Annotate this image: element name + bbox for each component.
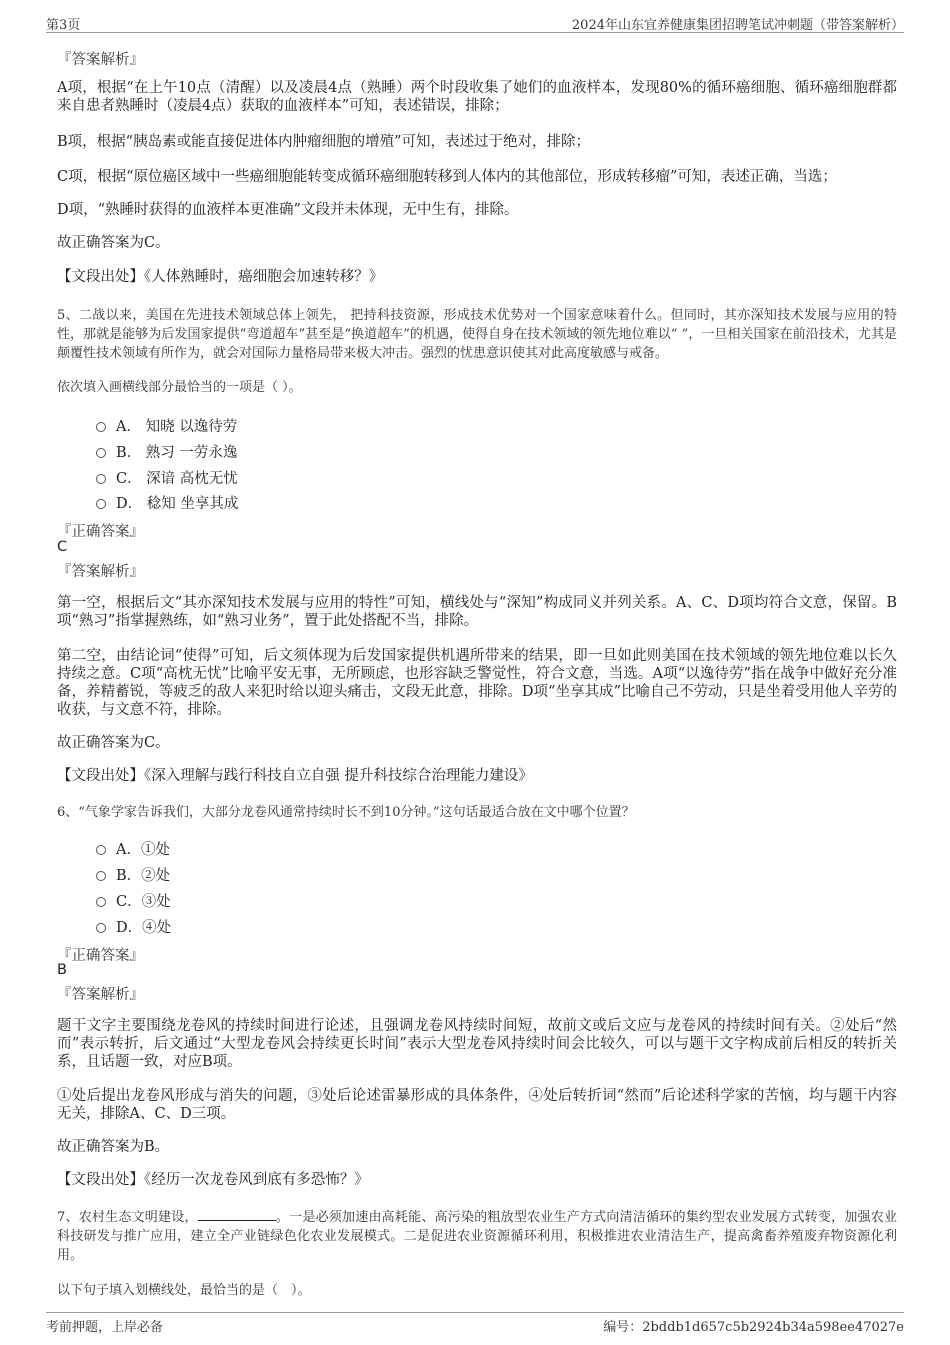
q5-analysis-label: 『答案解析』 [57,564,144,580]
radio-icon[interactable] [96,923,106,933]
q4-analysis-para: B项，根据“胰岛素或能直接促进体内肿瘤细胞的增殖”可知，表述过于绝对，排除； [57,134,590,150]
q5-source: 【文段出处】《深入理解与践行科技自立自强 提升科技综合治理能力建设》 [57,768,533,784]
q6-answer: B [57,962,67,978]
q5-analysis-para: 第二空，由结论词“使得”可知，后文须体现为后发国家提供机遇所带来的结果，即一旦如此则美国在技术领域的领先地位难以长久持续之意。C项“高枕无忧”比喻平安无事，无所顾虑，也形容缺乏警觉性，符合文意，当选。A项“以逸待劳”指在战争中做好充分准备，养精蓄锐，等疲乏的敌人来犯时给以迎头痛击，文段无此意，排除。D项“坐享其成”比喻自己不劳动，只是坐着受用他人辛劳的收获，与文意不符，排除。 [57,648,897,718]
answer-blank [198,1208,276,1221]
radio-icon[interactable] [96,845,106,855]
q6-analysis-para: 题干文字主要围绕龙卷风的持续时间进行论述，且强调龙卷风持续时间短，故前文或后文应与龙卷风的持续时间有关。②处后“然而”表示转折，后文通过“大型龙卷风会持续更长时间”表示大型龙卷风持续时间会比较久，可以与题干文字构成前后相反的转折关系，且话题一致，对应B项。 [57,1018,897,1070]
q5-option-a[interactable]: A． 知晓 以逸待劳 [96,415,237,436]
radio-icon[interactable] [96,871,106,881]
q5-correct-label: 『正确答案』 [57,524,144,540]
q5-option-b[interactable]: B． 熟习 一劳永逸 [96,441,237,462]
q5-conclusion: 故正确答案为C。 [57,735,170,751]
document-title: 2024年山东宜养健康集团招聘笔试冲刺题（带答案解析） [571,18,904,33]
page-header [46,12,904,33]
q5-analysis-para: 第一空，根据后文“其亦深知技术发展与应用的特性”可知，横线处与“深知”构成同义并列关系。A、C、D项均符合文意，保留。B项“熟习”指掌握熟练，如“熟习业务”，置于此处搭配不当，排除。 [57,595,897,629]
radio-icon[interactable] [96,897,106,907]
q4-analysis-label: 『答案解析』 [57,52,144,68]
q6-conclusion: 故正确答案为B。 [57,1139,170,1155]
q7-prompt: 以下句子填入划横线处，最恰当的是（ ）。 [57,1283,311,1298]
q6-option-d[interactable]: D．④处 [96,916,171,937]
q5-stem: 5、二战以来，美国在先进技术领域总体上领先， 把持科技资源，形成技术优势对一个国家意味着什么。但同时，其亦深知技术发展与应用的特性，那就是能够为后发国家提供“弯道超车”甚至是“换道超车”的机遇，使得自身在技术领域的领先地位难以“ ”，一旦相关国家在前沿技术，尤其是颠覆性技术领域有所作为，就会对国际力量格局带来极大冲击。强烈的忧患意识使其对此高度敏感与戒备。 [57,308,897,361]
q4-analysis-para: D项，“熟睡时获得的血液样本更准确”文段并未体现，无中生有，排除。 [57,202,519,218]
q6-correct-label: 『正确答案』 [57,948,144,964]
q4-analysis-para: A项，根据“在上午10点（清醒）以及凌晨4点（熟睡）两个时段收集了她们的血液样本，发现80%的循环癌细胞、循环癌细胞群都来自患者熟睡时（凌晨4点）获取的血液样本”可知，表述错误，排除； [57,80,897,114]
q6-stem: 6、“气象学家告诉我们，大部分龙卷风通常持续时长不到10分钟。”这句话最适合放在文中哪个位置？ [57,805,635,820]
q6-source: 【文段出处】《经历一次龙卷风到底有多恐怖？》 [57,1172,369,1188]
q4-source: 【文段出处】《人体熟睡时，癌细胞会加速转移？》 [57,269,384,285]
q7-stem: 7、农村生态文明建设， 。一是必须加速由高耗能、高污染的粗放型农业生产方式向清洁循环的集约型农业发展方式转变，加强农业科技研发与推广应用，建立全产业链绿色化农业发展模式。二是促进农业资源循环利用，积极推进农业清洁生产，提高禽畜养殖废弃物资源化利用。 [57,1210,897,1263]
footer-slogan: 考前押题，上岸必备 [46,1320,164,1335]
radio-icon[interactable] [96,422,106,432]
q5-option-d[interactable]: D． 稔知 坐享其成 [96,492,238,513]
radio-icon[interactable] [96,448,106,458]
q6-analysis-para: ①处后提出龙卷风形成与消失的问题，③处后论述雷暴形成的具体条件，④处后转折词“然而”后论述科学家的苦恼，均与题干内容无关，排除A、C、D三项。 [57,1088,897,1122]
q6-analysis-label: 『答案解析』 [57,987,144,1003]
q5-option-c[interactable]: C． 深谙 高枕无忧 [96,467,238,488]
q5-answer: C [57,539,68,555]
q5-prompt: 依次填入画横线部分最恰当的一项是（ ）。 [57,380,302,395]
document-id: 编号：2bddb1d657c5b2924b34a598ee47027e [603,1320,904,1335]
q6-option-a[interactable]: A．①处 [96,838,170,859]
q4-analysis-para: C项，根据“原位癌区域中一些癌细胞能转变成循环癌细胞转移到人体内的其他部位，形成转移瘤”可知，表述正确，当选； [57,169,837,185]
radio-icon[interactable] [96,474,106,484]
page-footer [46,1312,904,1337]
radio-icon[interactable] [96,499,106,509]
q4-conclusion: 故正确答案为C。 [57,235,170,251]
q6-option-c[interactable]: C．③处 [96,890,171,911]
q6-option-b[interactable]: B．②处 [96,864,170,885]
page-number: 第3页 [46,18,81,33]
